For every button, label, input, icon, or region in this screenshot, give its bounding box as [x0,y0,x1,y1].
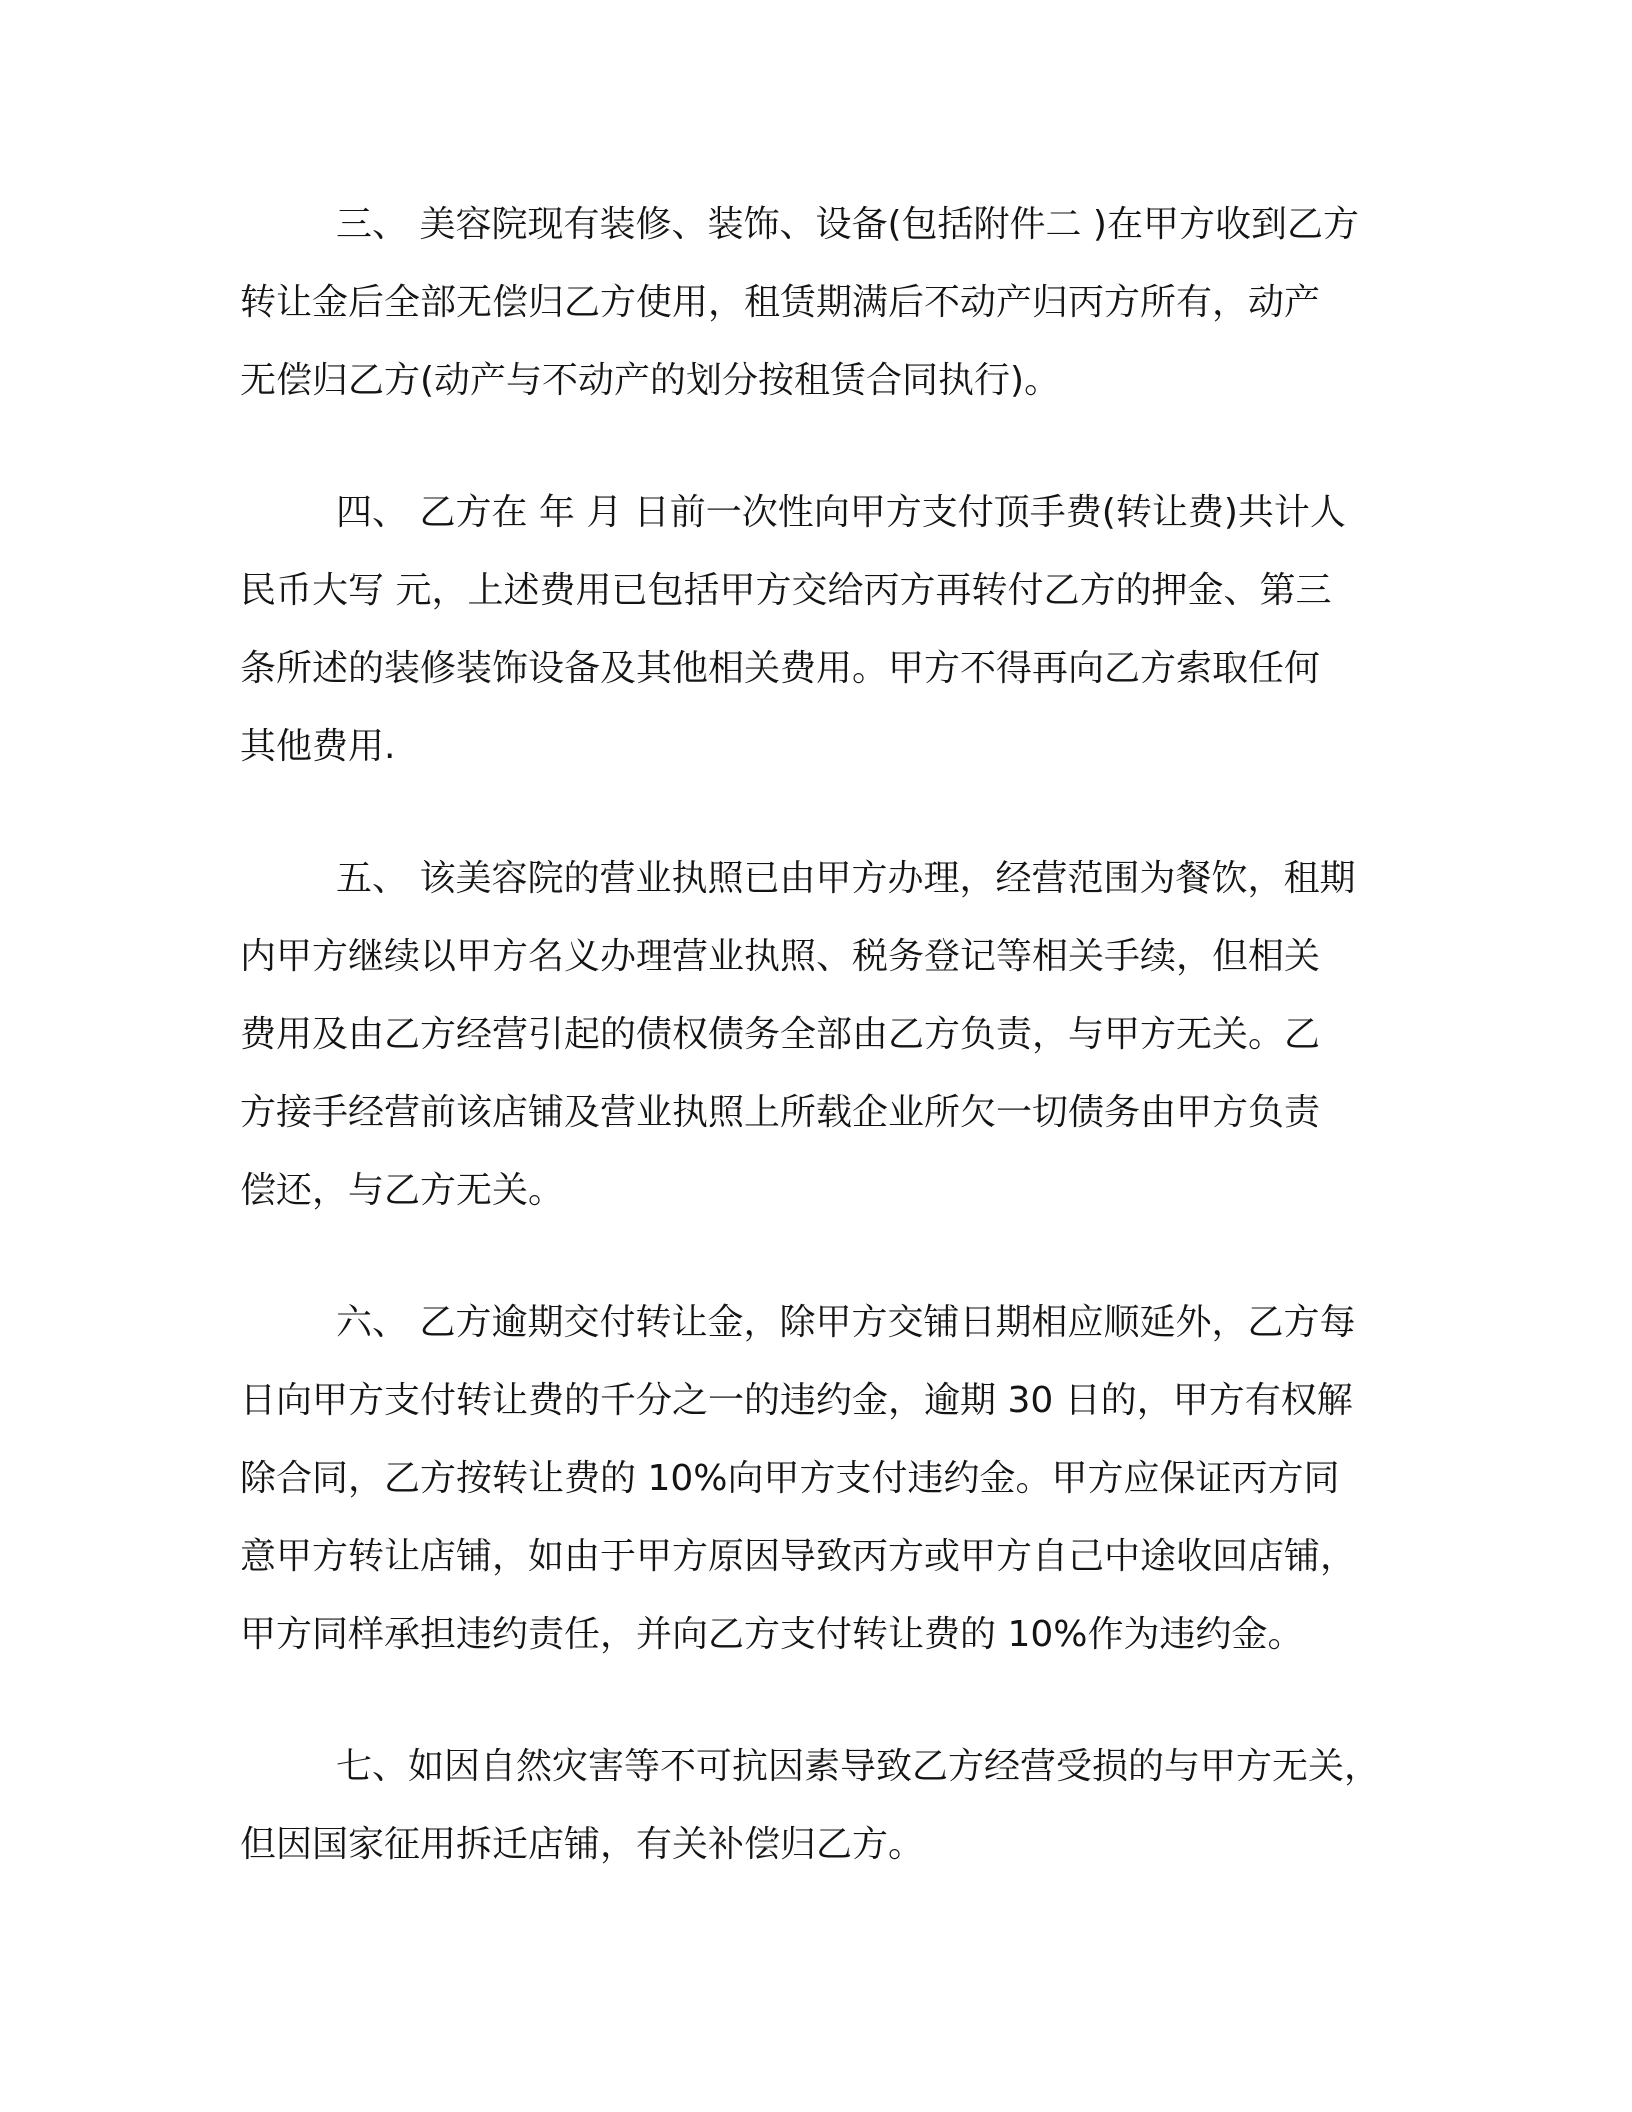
clause-line: 民币大写 元，上述费用已包括甲方交给丙方再转付乙方的押金、第三 [240,570,1332,611]
clause-line: 三、 美容院现有装修、装饰、设备(包括附件二 )在甲方收到乙方 [336,204,1359,245]
clause-line: 无偿归乙方(动产与不动产的划分按租赁合同执行)。 [240,360,1061,401]
clause-4 [240,474,1400,786]
clause-line: 费用及由乙方经营引起的债权债务全部由乙方负责，与甲方无关。乙 [240,1014,1321,1055]
clause-line: 除合同，乙方按转让费的 10%向甲方支付违约金。甲方应保证丙方同 [240,1458,1340,1499]
clause-line: 六、 乙方逾期交付转让金，除甲方交铺日期相应顺延外，乙方每 [336,1302,1356,1343]
clause-line: 但因国家征用拆迁店铺，有关补偿归乙方。 [240,1824,925,1865]
clause-5 [240,840,1400,1230]
clause-line: 方接手经营前该店铺及营业执照上所载企业所欠一切债务由甲方负责 [240,1092,1321,1133]
clause-line: 五、 该美容院的营业执照已由甲方办理，经营范围为餐饮，租期 [336,858,1356,899]
clause-3 [240,186,1400,420]
clause-7 [240,1728,1400,1884]
clause-line: 七、如因自然灾害等不可抗因素导致乙方经营受损的与甲方无关， [336,1746,1381,1787]
clause-line: 其他费用. [240,726,396,767]
clause-line: 甲方同样承担违约责任，并向乙方支付转让费的 10%作为违约金。 [240,1614,1304,1655]
clause-line: 条所述的装修装饰设备及其他相关费用。甲方不得再向乙方索取任何 [240,648,1321,689]
clause-line: 四、 乙方在 年 月 日前一次性向甲方支付顶手费(转让费)共计人 [336,492,1346,533]
clause-line: 转让金后全部无偿归乙方使用，租赁期满后不动产归丙方所有，动产 [240,282,1321,323]
clause-line: 日向甲方支付转让费的千分之一的违约金，逾期 30 日的，甲方有权解 [240,1380,1353,1421]
clause-6 [240,1284,1400,1674]
document-body [240,186,1400,1938]
clause-line: 意甲方转让店铺，如由于甲方原因导致丙方或甲方自己中途收回店铺， [240,1536,1357,1577]
clause-line: 偿还，与乙方无关。 [240,1170,565,1211]
clause-line: 内甲方继续以甲方名义办理营业执照、税务登记等相关手续，但相关 [240,936,1321,977]
